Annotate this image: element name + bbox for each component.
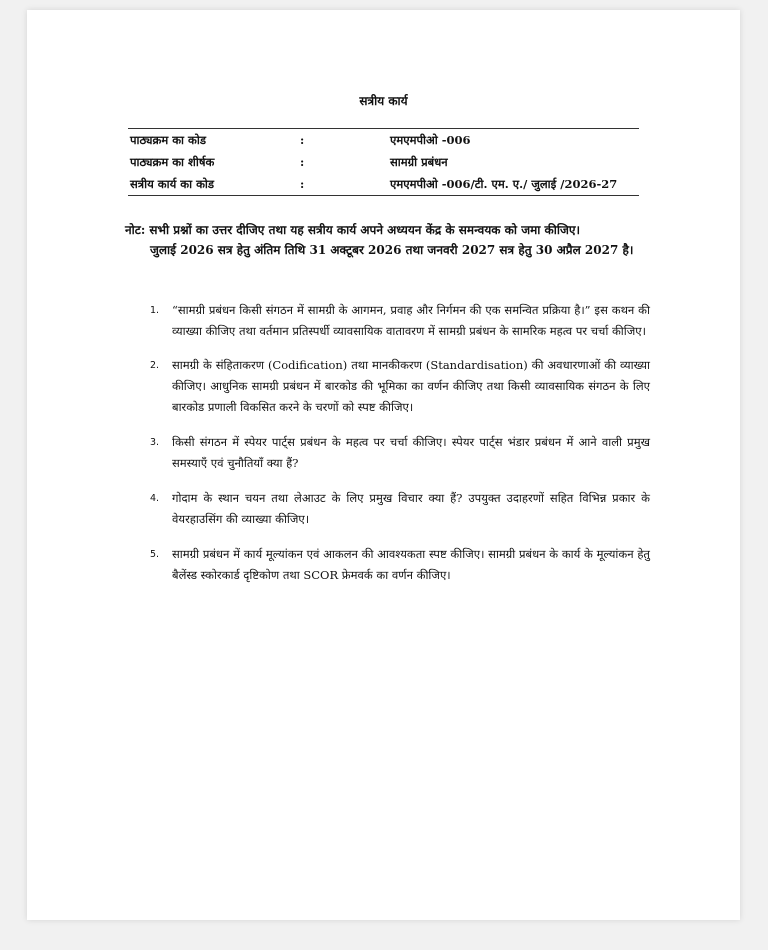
course-title-label: पाठ्यक्रम का शीर्षक (130, 154, 215, 169)
assignment-code-row (128, 173, 639, 195)
assignment-code-label: सत्रीय कार्य का कोड (130, 176, 215, 191)
course-title-value: सामग्री प्रबंधन (390, 154, 448, 169)
question-text: “सामग्री प्रबंधन किसी संगठन में सामग्री के आगमन, प्रवाह और निर्गमन की एक समन्वित प्रक्रिया है।” इस कथन की व्याख्या कीजिए तथा वर्तमान प्रतिस्पर्धी व्यावसायिक वातावरण में सामग्री प्रबंधन के सामरिक महत्व पर चर्चा कीजिए। (172, 303, 650, 338)
question-item (150, 544, 650, 586)
note-line-2: जुलाई 2026 सत्र हेतु अंतिम तिथि 31 अक्टूबर 2026 तथा जनवरी 2027 सत्र हेतु 30 अप्रैल 2027 है। (150, 243, 634, 257)
course-code-row (128, 129, 639, 151)
question-text: सामग्री प्रबंधन में कार्य मूल्यांकन एवं आकलन की आवश्यकता स्पष्ट कीजिए। सामग्री प्रबंधन के कार्य के मूल्यांकन हेतु बैलेंस्ड स्कोरकार्ड दृष्टिकोण तथा SCOR फ्रेमवर्क का वर्णन कीजिए। (172, 547, 650, 582)
question-number: 4. (150, 493, 160, 504)
note-line-1: नोट: सभी प्रश्नों का उत्तर दीजिए तथा यह सत्रीय कार्य अपने अध्ययन केंद्र के समन्वयक को जमा कीजिए। (125, 223, 581, 237)
question-text: सामग्री के संहिताकरण (Codification) तथा मानकीकरण (Standardisation) की अवधारणाओं की व्याख्या कीजिए। आधुनिक सामग्री प्रबंधन में बारकोड की भूमिका का वर्णन कीजिए तथा किसी व्यावसायिक संगठन के लिए बारकोड प्रणाली विकसित करने के चरणों को स्पष्ट कीजिए। (172, 358, 650, 414)
document-page (27, 10, 740, 920)
document-title: सत्रीय कार्य (359, 94, 408, 108)
course-title-row (128, 151, 639, 173)
question-number: 3. (150, 437, 160, 448)
question-item (150, 300, 650, 342)
instructions-note (125, 220, 665, 260)
question-number: 5. (150, 549, 160, 560)
question-text: किसी संगठन में स्पेयर पार्ट्स प्रबंधन के महत्व पर चर्चा कीजिए। स्पेयर पार्ट्स भंडार प्रबंधन में आने वाली प्रमुख समस्याएँ एवं चुनौतियाँ क्या हैं? (172, 435, 650, 470)
question-list (150, 300, 650, 586)
separator: : (300, 177, 305, 191)
course-code-value: एमएमपीओ -006 (390, 132, 471, 147)
question-item (150, 432, 650, 474)
separator: : (300, 133, 305, 147)
course-info-table (128, 128, 639, 196)
question-item (150, 488, 650, 530)
course-code-label: पाठ्यक्रम का कोड (130, 132, 206, 147)
question-number: 1. (150, 305, 160, 316)
question-item (150, 355, 650, 418)
assignment-code-value: एमएमपीओ -006/टी. एम. ए./ जुलाई /2026-27 (390, 176, 618, 191)
separator: : (300, 155, 305, 169)
question-number: 2. (150, 360, 160, 371)
question-text: गोदाम के स्थान चयन तथा लेआउट के लिए प्रमुख विचार क्या हैं? उपयुक्त उदाहरणों सहित विभिन्न प्रकार के वेयरहाउसिंग की व्याख्या कीजिए। (172, 491, 650, 526)
